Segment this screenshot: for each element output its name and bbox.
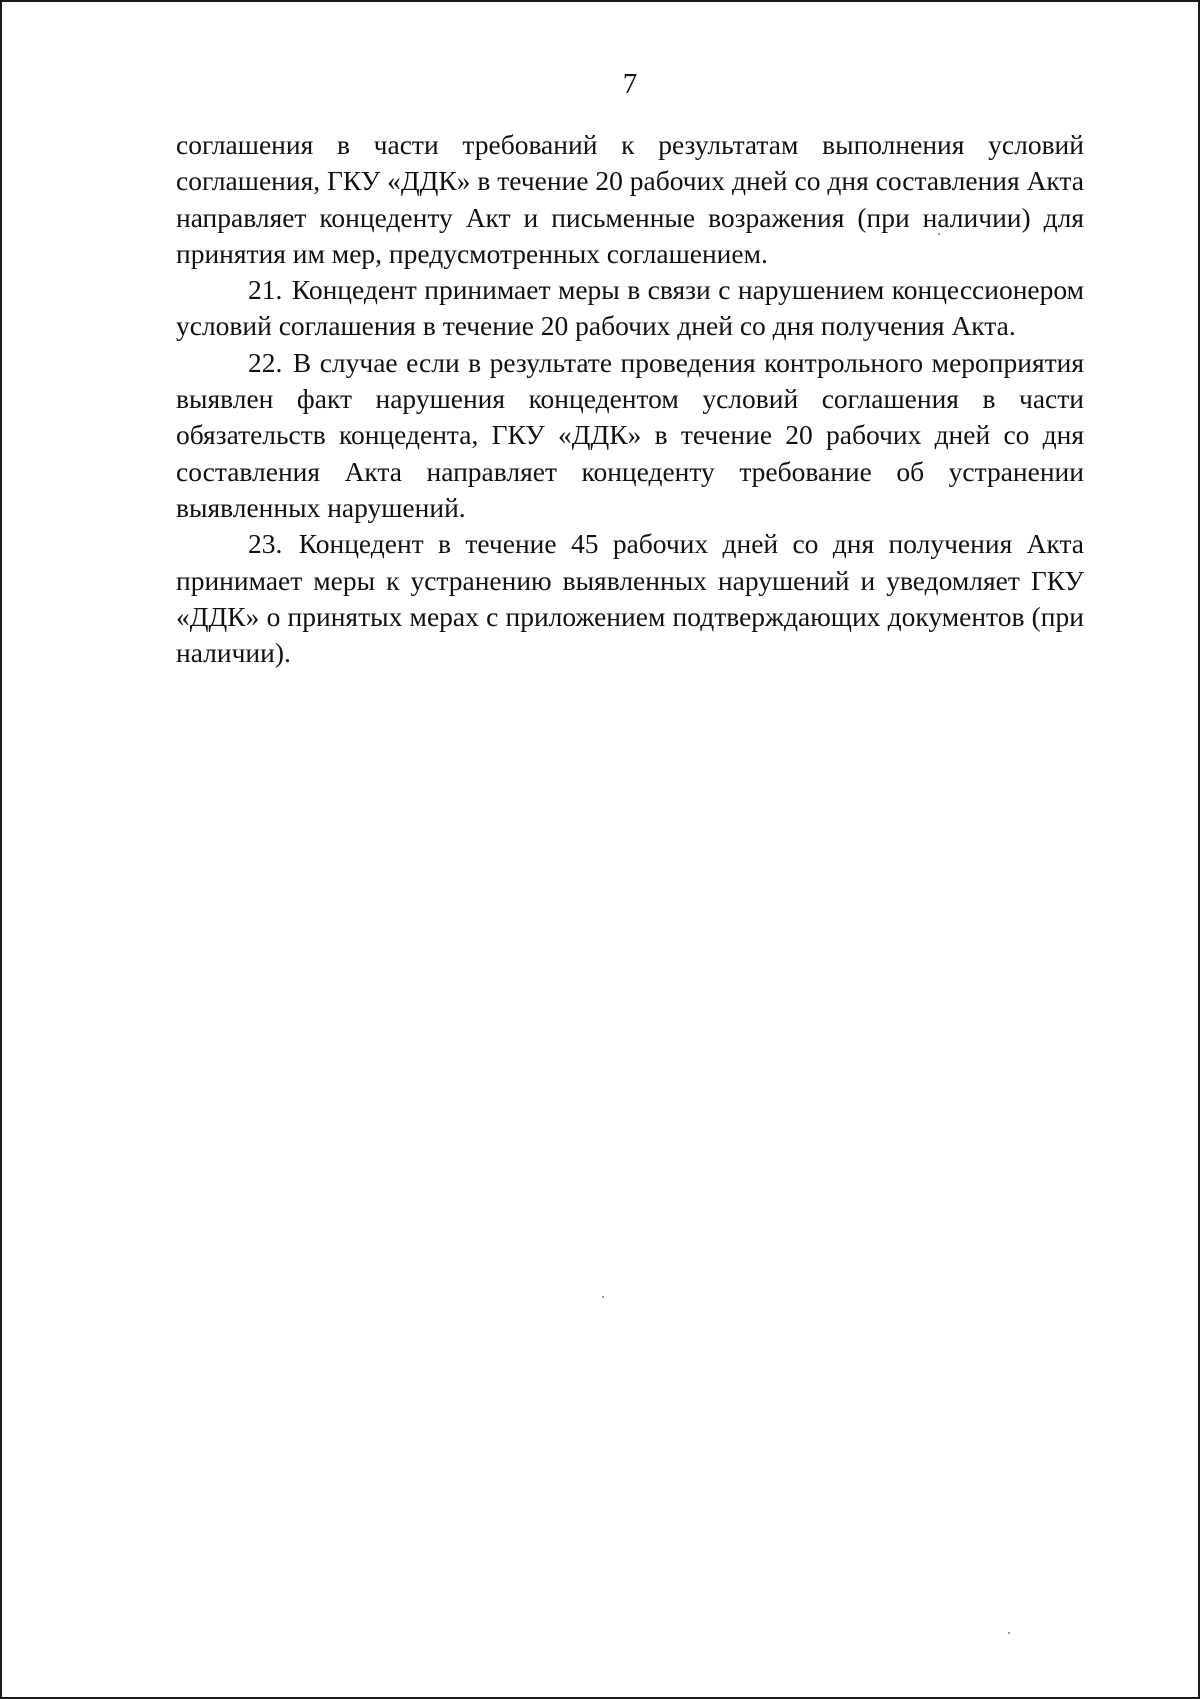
paragraph-text: Концедент в течение 45 рабочих дней со дня получения Акта принимает меры к устранению выявленных нарушений и уведомляет ГКУ «ДДК» о принятых мерах с приложением подтверждающих документов (при наличии). [176,528,1084,669]
paragraph-text: В случае если в результате проведения контрольного мероприятия выявлен факт нарушения концедентом условий соглашения в части обязательств концедента, ГКУ «ДДК» в течение 20 рабочих дней со дня составления Акта направляет концеденту требование об устранении выявленных нарушений. [176,346,1084,523]
paragraph-number: 22. [248,346,283,378]
paragraph-text: Концедент принимает меры в связи с нарушением концессионером условий соглашения в течение 20 рабочих дней со дня получения Акта. [176,274,1085,342]
paragraph-number: 21. [248,274,283,306]
paragraph-text: соглашения в части требований к результатам выполнения условий соглашения, ГКУ «ДДК» в течение 20 рабочих дней со дня составления Акта направляет концеденту Акт и письменные возражения (при наличии) для принятия им мер, предусмотренных соглашением. [176,129,1084,269]
paragraph-number: 23. [248,528,283,560]
scan-speck [602,1296,604,1298]
scan-speck [938,233,940,235]
document-body [176,127,1084,671]
paragraph-21 [176,272,1084,345]
paragraph-22 [176,345,1084,526]
page-number: 7 [622,68,638,100]
scan-speck [1008,1632,1010,1634]
paragraph-continuation [176,127,1084,272]
paragraph-23 [176,526,1084,671]
